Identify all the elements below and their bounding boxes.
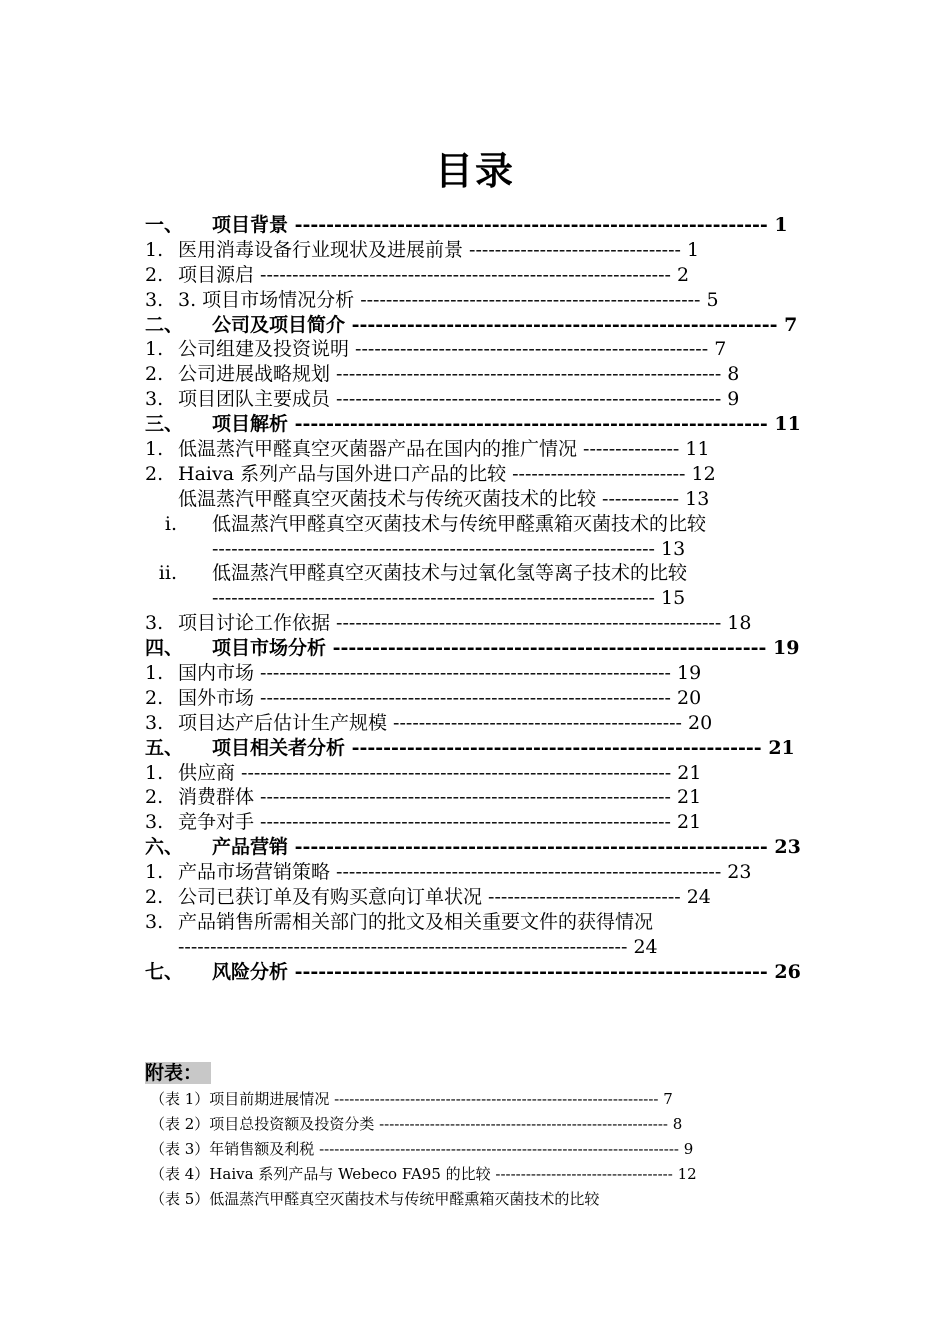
- appendix-page-number: 8: [672, 1115, 683, 1133]
- toc-entry-number: 2.: [145, 363, 164, 386]
- toc-entry-label: 项目相关者分析: [212, 736, 346, 759]
- toc-page-number: 15: [661, 587, 686, 610]
- toc-entry[interactable]: [145, 711, 805, 736]
- toc-entry-label: 产品营销: [212, 836, 289, 859]
- appendix-item-label: （表 5）低温蒸汽甲醛真空灭菌技术与传统甲醛熏箱灭菌技术的比较: [150, 1190, 600, 1208]
- appendix-item[interactable]: [150, 1137, 800, 1162]
- toc-leader: ---------------------------------------------------------------------: [212, 587, 662, 610]
- toc-page-number: 1: [686, 238, 700, 261]
- toc-entry[interactable]: [145, 313, 805, 338]
- toc-entry-number: 五、: [145, 736, 184, 759]
- toc-entry-number: 二、: [145, 313, 184, 336]
- appendix-item[interactable]: [150, 1112, 800, 1137]
- toc-page-number: 20: [676, 686, 702, 709]
- toc-page-number: 13: [661, 537, 686, 560]
- toc-page-number: 5: [706, 288, 719, 311]
- toc-entry[interactable]: [145, 736, 805, 761]
- toc-leader: ------------------------------------------------------------: [330, 861, 728, 884]
- toc-leader: -------------------------------------------------------: [349, 338, 715, 361]
- toc-entry-number: 1.: [145, 238, 164, 261]
- toc-leader: ------------: [596, 487, 686, 510]
- toc-entry-number: 2.: [145, 462, 164, 485]
- toc-entry[interactable]: [145, 362, 805, 387]
- toc-entry-label: 公司及项目简介: [212, 313, 346, 336]
- appendix-heading: 附表：: [145, 1062, 211, 1084]
- appendix-page-number: 12: [677, 1165, 697, 1183]
- toc-entry-label: 公司组建及投资说明: [178, 338, 350, 361]
- toc-page-number: 11: [685, 438, 710, 461]
- toc-entry-number: 1.: [145, 761, 164, 784]
- toc-page-number: 7: [714, 338, 727, 361]
- toc-entry[interactable]: [145, 860, 805, 885]
- toc-page-number: 19: [772, 637, 800, 660]
- toc-leader: ---------------: [577, 438, 686, 461]
- toc-page-number: 7: [784, 313, 798, 336]
- toc-entry-number: 2.: [145, 786, 164, 809]
- appendix-page-number: 7: [663, 1090, 673, 1108]
- toc-page-number: 24: [633, 935, 658, 958]
- toc-leader: ----------------------------------------------------------------: [254, 263, 677, 286]
- toc-page-number: 26: [774, 960, 801, 983]
- toc-leader: ----------------------------------------------------------------: [254, 686, 677, 709]
- toc-entry-number: 七、: [145, 960, 184, 983]
- toc-entry-number: 三、: [145, 413, 184, 436]
- toc-entry[interactable]: [145, 238, 805, 263]
- toc-page-number: 12: [691, 462, 716, 485]
- toc-entry-label: 消费群体: [178, 786, 255, 809]
- toc-entry-number: 一、: [145, 214, 184, 236]
- toc-entry-number: 3.: [145, 711, 164, 734]
- toc-entry[interactable]: [145, 288, 805, 313]
- toc-entry[interactable]: [145, 810, 805, 835]
- appendix-item[interactable]: [150, 1187, 800, 1212]
- toc-entry-number: i.: [164, 512, 177, 535]
- appendix-item[interactable]: [150, 1162, 800, 1187]
- toc-page-number: 21: [677, 761, 702, 784]
- toc-entry[interactable]: [145, 412, 805, 437]
- toc-entry[interactable]: [145, 487, 805, 512]
- toc-leader: ---------------------------------: [463, 238, 687, 261]
- toc-entry-number: 1.: [145, 861, 164, 884]
- toc-entry-number: ii.: [158, 562, 177, 585]
- toc-entry[interactable]: [145, 462, 805, 487]
- toc-leader: ----------------------------------------------------------------: [254, 786, 677, 809]
- toc-leader: ------------------------------: [482, 886, 687, 909]
- toc-leader: ------------------------------------------------------------: [288, 214, 775, 236]
- toc-page-number: 19: [676, 662, 702, 685]
- toc-entry[interactable]: [145, 611, 805, 636]
- toc-entry-label: 项目讨论工作依据: [178, 612, 331, 635]
- appendix-leader: ---------------------------------------------------------: [374, 1115, 673, 1133]
- toc-leader: ------------------------------------------------------------: [330, 388, 728, 411]
- toc-leader: -------------------------------------------------------: [326, 637, 773, 660]
- toc-leader: ----------------------------------------------------------------------: [178, 935, 634, 958]
- toc-leader: ------------------------------------------------------------: [288, 960, 775, 983]
- toc-entry-number: 1.: [145, 662, 164, 685]
- toc-entry[interactable]: [145, 561, 805, 586]
- appendix-heading-wrap: [145, 1062, 211, 1084]
- toc-entry-label: 供应商: [178, 761, 236, 784]
- toc-entry[interactable]: [145, 337, 805, 362]
- toc-entry-number: 四、: [145, 637, 184, 660]
- toc-leader: ------------------------------------------------------------: [330, 612, 728, 635]
- toc-leader: -----------------------------------------------------: [354, 288, 707, 311]
- toc-entry[interactable]: [145, 785, 805, 810]
- toc-entry-number: 2.: [145, 886, 164, 909]
- toc-entry-label: 低温蒸汽甲醛真空灭菌技术与过氧化氢等离子技术的比较: [212, 562, 688, 585]
- toc-leader: ----------------------------------------------------------------: [254, 811, 677, 834]
- toc-entry[interactable]: [145, 387, 805, 412]
- toc-entry-label: Haiva 系列产品与国外进口产品的比较: [178, 462, 507, 485]
- toc-entry[interactable]: [145, 636, 805, 661]
- toc-entry-label: 产品市场营销策略: [178, 861, 331, 884]
- toc-entry-number: 六、: [145, 836, 184, 859]
- toc-entry[interactable]: [145, 437, 805, 462]
- toc-entry-label: 项目市场分析: [212, 637, 327, 660]
- toc-page-number: 20: [688, 711, 713, 734]
- toc-page-number: 21: [768, 736, 795, 759]
- toc-entry[interactable]: [145, 960, 805, 985]
- toc-entry-label: 国外市场: [178, 686, 255, 709]
- toc-entry-label: 公司进展战略规划: [178, 363, 331, 386]
- appendix-item-label: （表 1）项目前期进展情况: [150, 1090, 330, 1108]
- toc-entry-number: 3.: [145, 910, 164, 933]
- appendix-item-label: （表 3）年销售额及利税: [150, 1140, 315, 1158]
- appendix-leader: -----------------------------------: [490, 1165, 678, 1183]
- appendix-list: [150, 1087, 800, 1212]
- appendix-page-number: 9: [683, 1140, 694, 1158]
- appendix-item-label: （表 4）Haiva 系列产品与 Webeco FA95 的比较: [150, 1165, 491, 1183]
- toc-entry-label: 项目背景: [212, 214, 289, 236]
- toc-entry-number: 2.: [145, 686, 164, 709]
- toc-entry[interactable]: [145, 537, 805, 562]
- toc-entry[interactable]: [145, 835, 805, 860]
- toc-entry-label: 项目达产后估计生产规模: [178, 711, 388, 734]
- toc-entry-label: 项目源启: [178, 263, 255, 286]
- toc-entry-label: 项目团队主要成员: [178, 388, 331, 411]
- toc-leader: ------------------------------------------------------------: [288, 836, 775, 859]
- toc-page-number: 1: [774, 214, 788, 236]
- toc-entry-label: 低温蒸汽甲醛真空灭菌技术与传统甲醛熏箱灭菌技术的比较: [212, 512, 707, 535]
- toc-entry-label: 项目解析: [212, 413, 289, 436]
- toc-entry[interactable]: [145, 213, 805, 238]
- toc-entry[interactable]: [145, 935, 805, 960]
- appendix-leader: -----------------------------------------------------------------------: [314, 1140, 684, 1158]
- toc-entry[interactable]: [145, 512, 805, 537]
- toc-entry-number: 3.: [145, 612, 164, 635]
- toc-entry[interactable]: [145, 686, 805, 711]
- toc-page-number: 23: [774, 836, 801, 859]
- toc-entry-number: 2.: [145, 263, 164, 286]
- toc-entry-number: 1.: [145, 438, 164, 461]
- toc-entry[interactable]: [145, 586, 805, 611]
- appendix-leader: ----------------------------------------------------------------: [329, 1090, 664, 1108]
- toc-page-number: 9: [727, 388, 740, 411]
- toc-entry-label: 3. 项目市场情况分析: [178, 288, 355, 311]
- toc-entry[interactable]: [145, 910, 805, 935]
- toc-entry-label: 竞争对手: [178, 811, 255, 834]
- toc-entry[interactable]: [145, 661, 805, 686]
- page-title: 目录: [434, 149, 515, 193]
- toc-page-number: 24: [686, 886, 711, 909]
- toc-entry[interactable]: [145, 761, 805, 786]
- appendix-item[interactable]: [150, 1087, 800, 1112]
- toc-entry[interactable]: [145, 885, 805, 910]
- toc-page-number: 21: [676, 811, 702, 834]
- toc-page-number: 18: [727, 612, 752, 635]
- toc-entry[interactable]: [145, 263, 805, 288]
- toc-leader: ---------------------------------------------: [387, 711, 688, 734]
- toc-entry-label: 风险分析: [212, 960, 289, 983]
- toc-leader: ------------------------------------------------------: [345, 313, 785, 336]
- toc-entry-label: 低温蒸汽甲醛真空灭菌技术与传统灭菌技术的比较: [178, 487, 597, 510]
- toc-page-number: 21: [676, 786, 702, 809]
- toc-page-number: 13: [685, 487, 710, 510]
- toc-entry-number: 3.: [145, 811, 164, 834]
- toc-entry-number: 3.: [145, 288, 164, 311]
- toc-leader: ------------------------------------------------------------: [288, 413, 775, 436]
- toc-entry-label: 国内市场: [178, 662, 255, 685]
- toc-entry-label: 医用消毒设备行业现状及进展前景: [178, 238, 464, 261]
- toc-page-number: 2: [676, 263, 690, 286]
- toc-leader: ------------------------------------------------------------: [330, 363, 728, 386]
- toc-entry-number: 3.: [145, 388, 164, 411]
- toc-entry-label: 公司已获订单及有购买意向订单状况: [178, 886, 483, 909]
- toc-page-number: 11: [774, 413, 801, 436]
- toc-entry-label: 低温蒸汽甲醛真空灭菌器产品在国内的推广情况: [178, 438, 578, 461]
- toc-leader: -------------------------------------------------------------------: [235, 761, 678, 784]
- toc-page-number: 8: [727, 363, 740, 386]
- toc-entry-number: 1.: [145, 338, 164, 361]
- table-of-contents: [145, 213, 805, 985]
- toc-leader: ----------------------------------------------------: [345, 736, 769, 759]
- toc-page-number: 23: [727, 861, 752, 884]
- toc-leader: ---------------------------------------------------------------------: [212, 537, 662, 560]
- toc-entry-label: 产品销售所需相关部门的批文及相关重要文件的获得情况: [178, 910, 654, 933]
- toc-leader: ---------------------------: [506, 462, 692, 485]
- appendix-item-label: （表 2）项目总投资额及投资分类: [150, 1115, 375, 1133]
- toc-leader: ----------------------------------------------------------------: [254, 662, 677, 685]
